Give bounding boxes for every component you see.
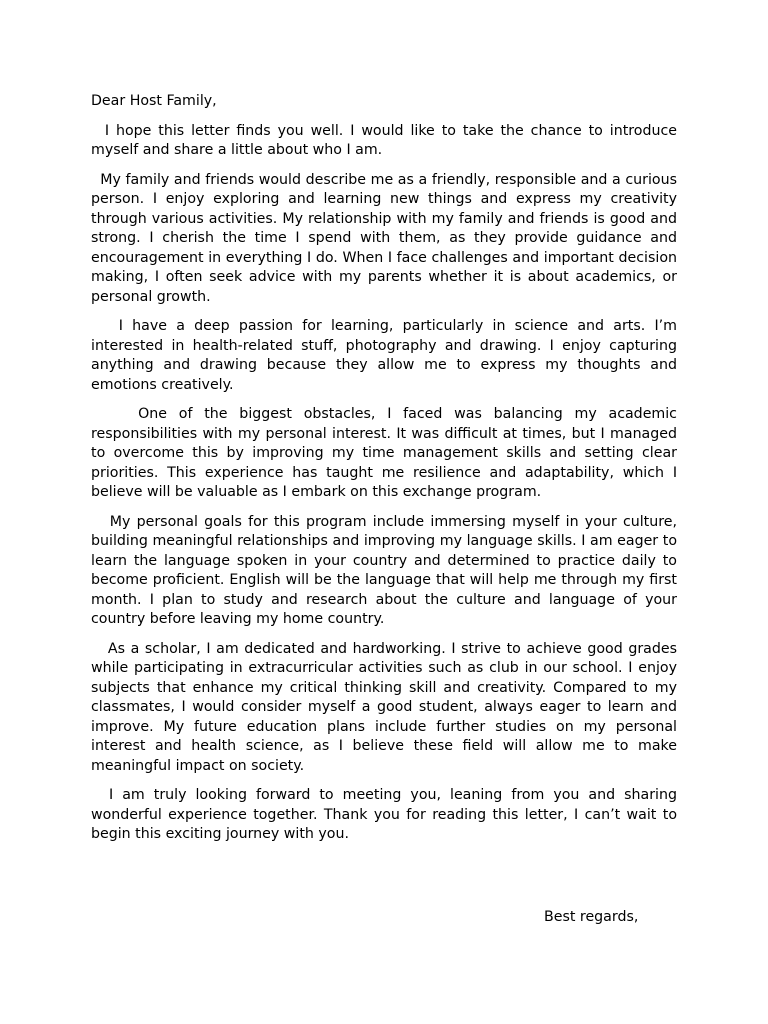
letter-closing: Best regards, bbox=[544, 909, 639, 925]
paragraph-conclusion: I am truly looking forward to meeting you, leaning from you and sharing wonderful experience together. Thank you for reading this letter, I can’t wait to begin this exciting journey with you. bbox=[91, 787, 682, 842]
paragraph-introduction: I hope this letter finds you well. I would like to take the chance to introduce myself and share a little about who I am. bbox=[91, 122, 682, 158]
paragraph-obstacles: One of the biggest obstacles, I faced was balancing my academic responsibilities with my personal interest. It was difficult at times, but I managed to overcome this by improving my time management skills and setting clear priorities. This experience has taught me resilience and adaptability, which I believe will be valuable as I embark on this exchange program. bbox=[91, 406, 682, 500]
letter-salutation: Dear Host Family, bbox=[91, 93, 217, 109]
letter-body bbox=[91, 92, 682, 855]
paragraph-personal-goals: My personal goals for this program include immersing myself in your culture, building meaningful relationships and improving my language skills. I am eager to learn the language spoken in your country and determined to practice daily to become proficient. English will be the language that will help me through my first month. I plan to study and research about the culture and language of your country before leaving my home country. bbox=[91, 513, 682, 627]
paragraph-scholar: As a scholar, I am dedicated and hardworking. I strive to achieve good grades while participating in extracurricular activities such as club in our school. I enjoy subjects that enhance my critical thinking skill and creativity. Compared to my classmates, I would consider myself a good student, always eager to learn and improve. My future education plans include further studies on my personal interest and health science, as I believe these field will allow me to make meaningful impact on society. bbox=[91, 640, 682, 774]
paragraph-family-friends: My family and friends would describe me as a friendly, responsible and a curious person. I enjoy exploring and learning new things and express my creativity through various activities. My relationship with my family and friends is good and strong. I cherish the time I spend with them, as they provide guidance and encouragement in everything I do. When I face challenges and important decision making, I often seek advice with my parents whether it is about academics, or personal growth. bbox=[91, 171, 682, 305]
paragraph-passion: I have a deep passion for learning, particularly in science and arts. I’m interested in health-related stuff, photography and drawing. I enjoy capturing anything and drawing because they allow me to express my thoughts and emotions creatively. bbox=[91, 318, 682, 393]
